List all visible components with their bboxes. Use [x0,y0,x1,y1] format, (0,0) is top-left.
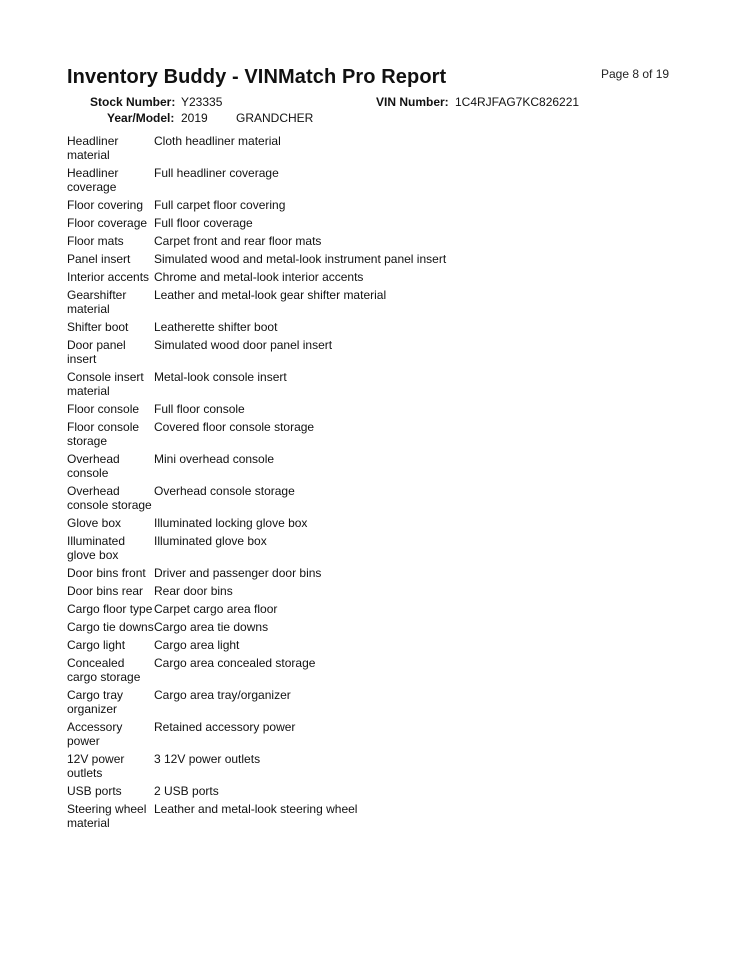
spec-label: USB ports [67,784,122,798]
spec-row [67,602,707,616]
spec-row [67,288,707,316]
spec-row [67,584,707,598]
spec-row [67,516,707,530]
spec-row [67,252,707,266]
spec-label: Cargo tie downs [67,620,154,634]
spec-row [67,234,707,248]
spec-value: Metal-look console insert [154,370,287,384]
spec-row [67,402,707,416]
spec-value: Cargo area light [154,638,240,652]
spec-value: Cloth headliner material [154,134,281,148]
spec-row [67,134,707,162]
spec-row [67,338,707,366]
spec-label: Shifter boot [67,320,129,334]
spec-value: Chrome and metal-look interior accents [154,270,364,284]
spec-value: Full floor coverage [154,216,253,230]
spec-row [67,270,707,284]
spec-value: Overhead console storage [154,484,295,498]
spec-value: Cargo area tray/organizer [154,688,291,702]
spec-label: Door bins front [67,566,146,580]
spec-label: Concealed cargo storage [67,656,141,684]
spec-label: Headliner material [67,134,119,162]
spec-value: 3 12V power outlets [154,752,261,766]
spec-label: Floor console storage [67,420,140,448]
spec-row [67,638,707,652]
spec-row [67,198,707,212]
spec-label: Steering wheel material [67,802,147,830]
spec-value: Cargo area tie downs [154,620,269,634]
spec-label: Floor coverage [67,216,148,230]
spec-label: Floor mats [67,234,124,248]
spec-label: 12V power outlets [67,752,125,780]
spec-value: Illuminated glove box [154,534,267,548]
spec-row [67,688,707,716]
spec-value: Covered floor console storage [154,420,315,434]
spec-label: Cargo floor type [67,602,153,616]
spec-value: Cargo area concealed storage [154,656,316,670]
stock-number-value: Y23335 [181,95,223,109]
spec-row [67,320,707,334]
spec-label: Floor covering [67,198,144,212]
spec-value: Full carpet floor covering [154,198,286,212]
spec-value: Mini overhead console [154,452,275,466]
vin-number-label: VIN Number: [376,95,449,109]
spec-label: Panel insert [67,252,131,266]
spec-label: Cargo light [67,638,126,652]
spec-value: Leatherette shifter boot [154,320,278,334]
spec-value: Full headliner coverage [154,166,279,180]
spec-label: Interior accents [67,270,150,284]
spec-value: Carpet front and rear floor mats [154,234,322,248]
report-title: Inventory Buddy - VINMatch Pro Report [67,66,447,88]
page-indicator: Page 8 of 19 [601,67,670,81]
spec-row [67,370,707,398]
spec-label: Overhead console storage [67,484,152,512]
spec-label: Door panel insert [67,338,126,366]
spec-value: Retained accessory power [154,720,296,734]
spec-label: Floor console [67,402,140,416]
spec-row [67,420,707,448]
spec-label: Glove box [67,516,122,530]
spec-row [67,484,707,512]
spec-row [67,720,707,748]
spec-row [67,452,707,480]
spec-label: Headliner coverage [67,166,119,194]
spec-row [67,656,707,684]
spec-row [67,566,707,580]
spec-row [67,752,707,780]
spec-value: Simulated wood door panel insert [154,338,333,352]
year-value: 2019 [181,111,208,125]
spec-value: Rear door bins [154,584,233,598]
spec-row [67,784,707,798]
spec-label: Cargo tray organizer [67,688,124,716]
spec-label: Illuminated glove box [67,534,126,562]
model-value: GRANDCHER [236,111,314,125]
spec-table [67,134,707,834]
spec-value: Leather and metal-look gear shifter material [154,288,387,302]
year-model-label: Year/Model: [107,111,175,125]
spec-row [67,216,707,230]
spec-label: Gearshifter material [67,288,127,316]
spec-row [67,620,707,634]
spec-row [67,166,707,194]
spec-value: Carpet cargo area floor [154,602,278,616]
spec-value: Leather and metal-look steering wheel [154,802,358,816]
spec-value: 2 USB ports [154,784,219,798]
spec-value: Simulated wood and metal-look instrument panel insert [154,252,447,266]
spec-label: Overhead console [67,452,120,480]
spec-value: Illuminated locking glove box [154,516,308,530]
spec-value: Full floor console [154,402,245,416]
spec-row [67,534,707,562]
spec-label: Door bins rear [67,584,144,598]
vin-number-value: 1C4RJFAG7KC826221 [455,95,580,109]
spec-row [67,802,707,830]
spec-value: Driver and passenger door bins [154,566,322,580]
stock-number-label: Stock Number: [90,95,176,109]
spec-label: Accessory power [67,720,123,748]
spec-label: Console insert material [67,370,144,398]
